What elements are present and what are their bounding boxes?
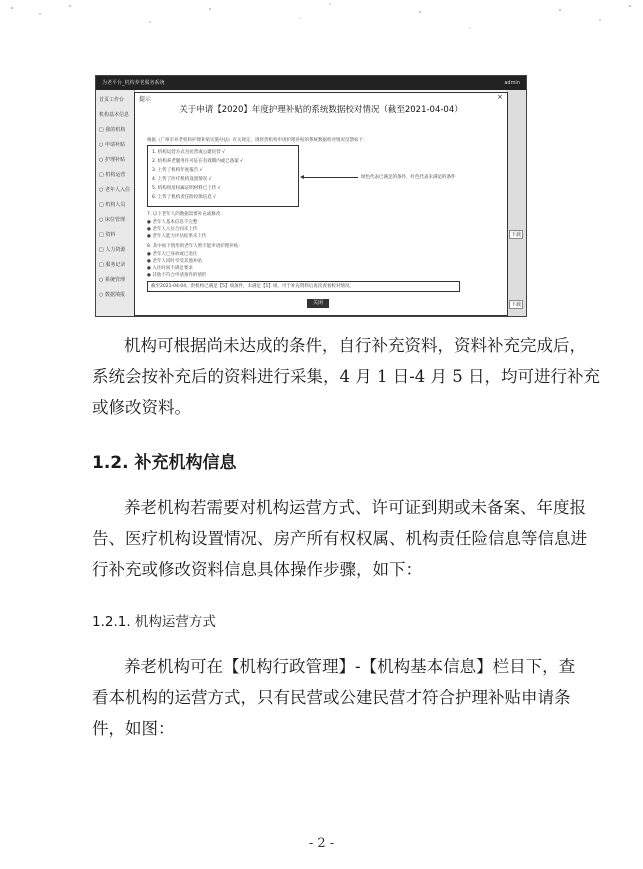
dialog-paragraph: ● 老年人入住合同未上传 [147, 227, 198, 232]
condition-item: 6. 上传了机构责任险投保信息 √ [152, 195, 217, 200]
sidebar-item[interactable]: □ 机构人员 [99, 202, 126, 208]
condition-item: 4. 上传了医疗机构设置情况 √ [152, 177, 212, 182]
dialog-intro: 根据《广州市养老机构护理补贴实施办法》有关规定，现将贵机构申请护理补贴的系统数据校对情况反馈如下： [147, 138, 368, 143]
dialog-heading: 关于申请【2020】年度护理补贴的系统数据校对情况（截至2021-04-04） [179, 105, 463, 115]
subsection-heading: 1.2.1. 机构运营方式 [92, 614, 216, 630]
sidebar-item[interactable]: ○ 床位管理 [99, 217, 125, 223]
dialog-footer-note: 截至2021-04-04，贵机构已满足【5】项条件，未满足【1】项，可于补充资料后再次查看校对情况。 [147, 281, 460, 292]
paragraph-line: 机构可根据尚未达成的条件，自行补充资料，资料补充完成后， [124, 336, 586, 355]
paragraph-line: 件，如图： [92, 719, 175, 738]
sidebar-item[interactable]: ○ 护理补贴 [99, 157, 125, 163]
paragraph-line: 告、医疗机构设置情况、房产所有权权属、机构责任险信息等信息进 [92, 529, 587, 548]
sidebar-item[interactable]: □ 服务记录 [99, 262, 126, 268]
dialog-paragraph: ● 其他不符合申请条件的情形 [147, 273, 207, 278]
condition-item: 3. 上传了机构年度报告 √ [152, 168, 203, 173]
dialog-paragraph: ● 老年人已身故或已退住 [147, 252, 198, 257]
paragraph-line: 养老机构若需要对机构运营方式、许可证到期或未备案、年度报 [124, 498, 586, 517]
verification-dialog [134, 92, 508, 316]
user-label: admin [504, 80, 520, 86]
paragraph-line: 行补充或修改资料信息具体操作步骤，如下： [92, 560, 422, 579]
sidebar-item[interactable]: □ 资料 [99, 232, 116, 238]
sidebar-item[interactable]: 机构基本信息 [99, 112, 130, 118]
conditions-box [147, 145, 299, 207]
dialog-paragraph: ● 老年人同时享受其他补贴 [147, 259, 202, 264]
condition-item: 5. 机构用房权属证明材料已上传 √ [152, 186, 221, 191]
dialog-paragraph: ● 老年人基本信息不完整 [147, 220, 198, 225]
dialog-paragraph: 8. 其中如下情形的老年人暂不能申请护理补贴： [147, 244, 243, 249]
section-heading: 1.2. 补充机构信息 [92, 453, 237, 473]
dialog-paragraph: ● 入住时间不满足要求 [147, 266, 193, 271]
close-icon[interactable]: × [497, 93, 503, 101]
download-button[interactable]: 下载 [510, 302, 521, 308]
scan-noise [0, 0, 643, 60]
arrow-icon [303, 177, 358, 178]
close-button[interactable]: 关闭 [307, 299, 329, 308]
sidebar-item[interactable]: □ 机构运营 [99, 172, 126, 178]
screenshot-right-column [506, 90, 526, 316]
page-number: - 2 - [308, 836, 335, 851]
paragraph-line: 或修改资料。 [92, 398, 191, 417]
sidebar-item[interactable]: □ 人力资源 [99, 247, 126, 253]
sidebar-item[interactable]: ○ 系统管理 [99, 277, 125, 283]
dialog-title: 提示 [139, 96, 152, 103]
paragraph-line: 系统会按补充后的资料进行采集，4 月 1 日-4 月 5 日，均可进行补充 [92, 367, 601, 386]
sidebar-item[interactable]: ○ 数据填报 [99, 292, 125, 298]
dialog-paragraph: 7. 以下老年人的数据需要补充或修改： [147, 212, 225, 217]
embedded-screenshot [95, 75, 527, 317]
screenshot-sidebar [96, 90, 135, 316]
sidebar-item[interactable]: 首页工作台 [99, 97, 125, 103]
arrow-note: 绿色代表已满足的条件，红色代表未满足的条件 [361, 175, 456, 180]
system-title: 为老平台_机构养老服务系统 [102, 80, 165, 86]
dialog-paragraph: ● 老年人能力评估结果未上传 [147, 234, 207, 239]
condition-item: 2. 机构养老服务许可证在有效期内或已备案 √ [152, 159, 244, 164]
paragraph-line: 看本机构的运营方式，只有民营或公建民营才符合护理补贴申请条 [92, 688, 571, 707]
download-button[interactable]: 下载 [510, 232, 521, 238]
sidebar-item[interactable]: □ 我的机构 [99, 127, 126, 133]
sidebar-item[interactable]: ○ 老年人入住 [99, 187, 130, 193]
screenshot-topbar [96, 76, 526, 90]
sidebar-item[interactable]: ○ 申请补贴 [99, 142, 125, 148]
condition-item: 1. 机构运营方式为民营或公建民营 √ [152, 150, 226, 155]
paragraph-line: 养老机构可在【机构行政管理】-【机构基本信息】栏目下，查 [124, 657, 576, 676]
